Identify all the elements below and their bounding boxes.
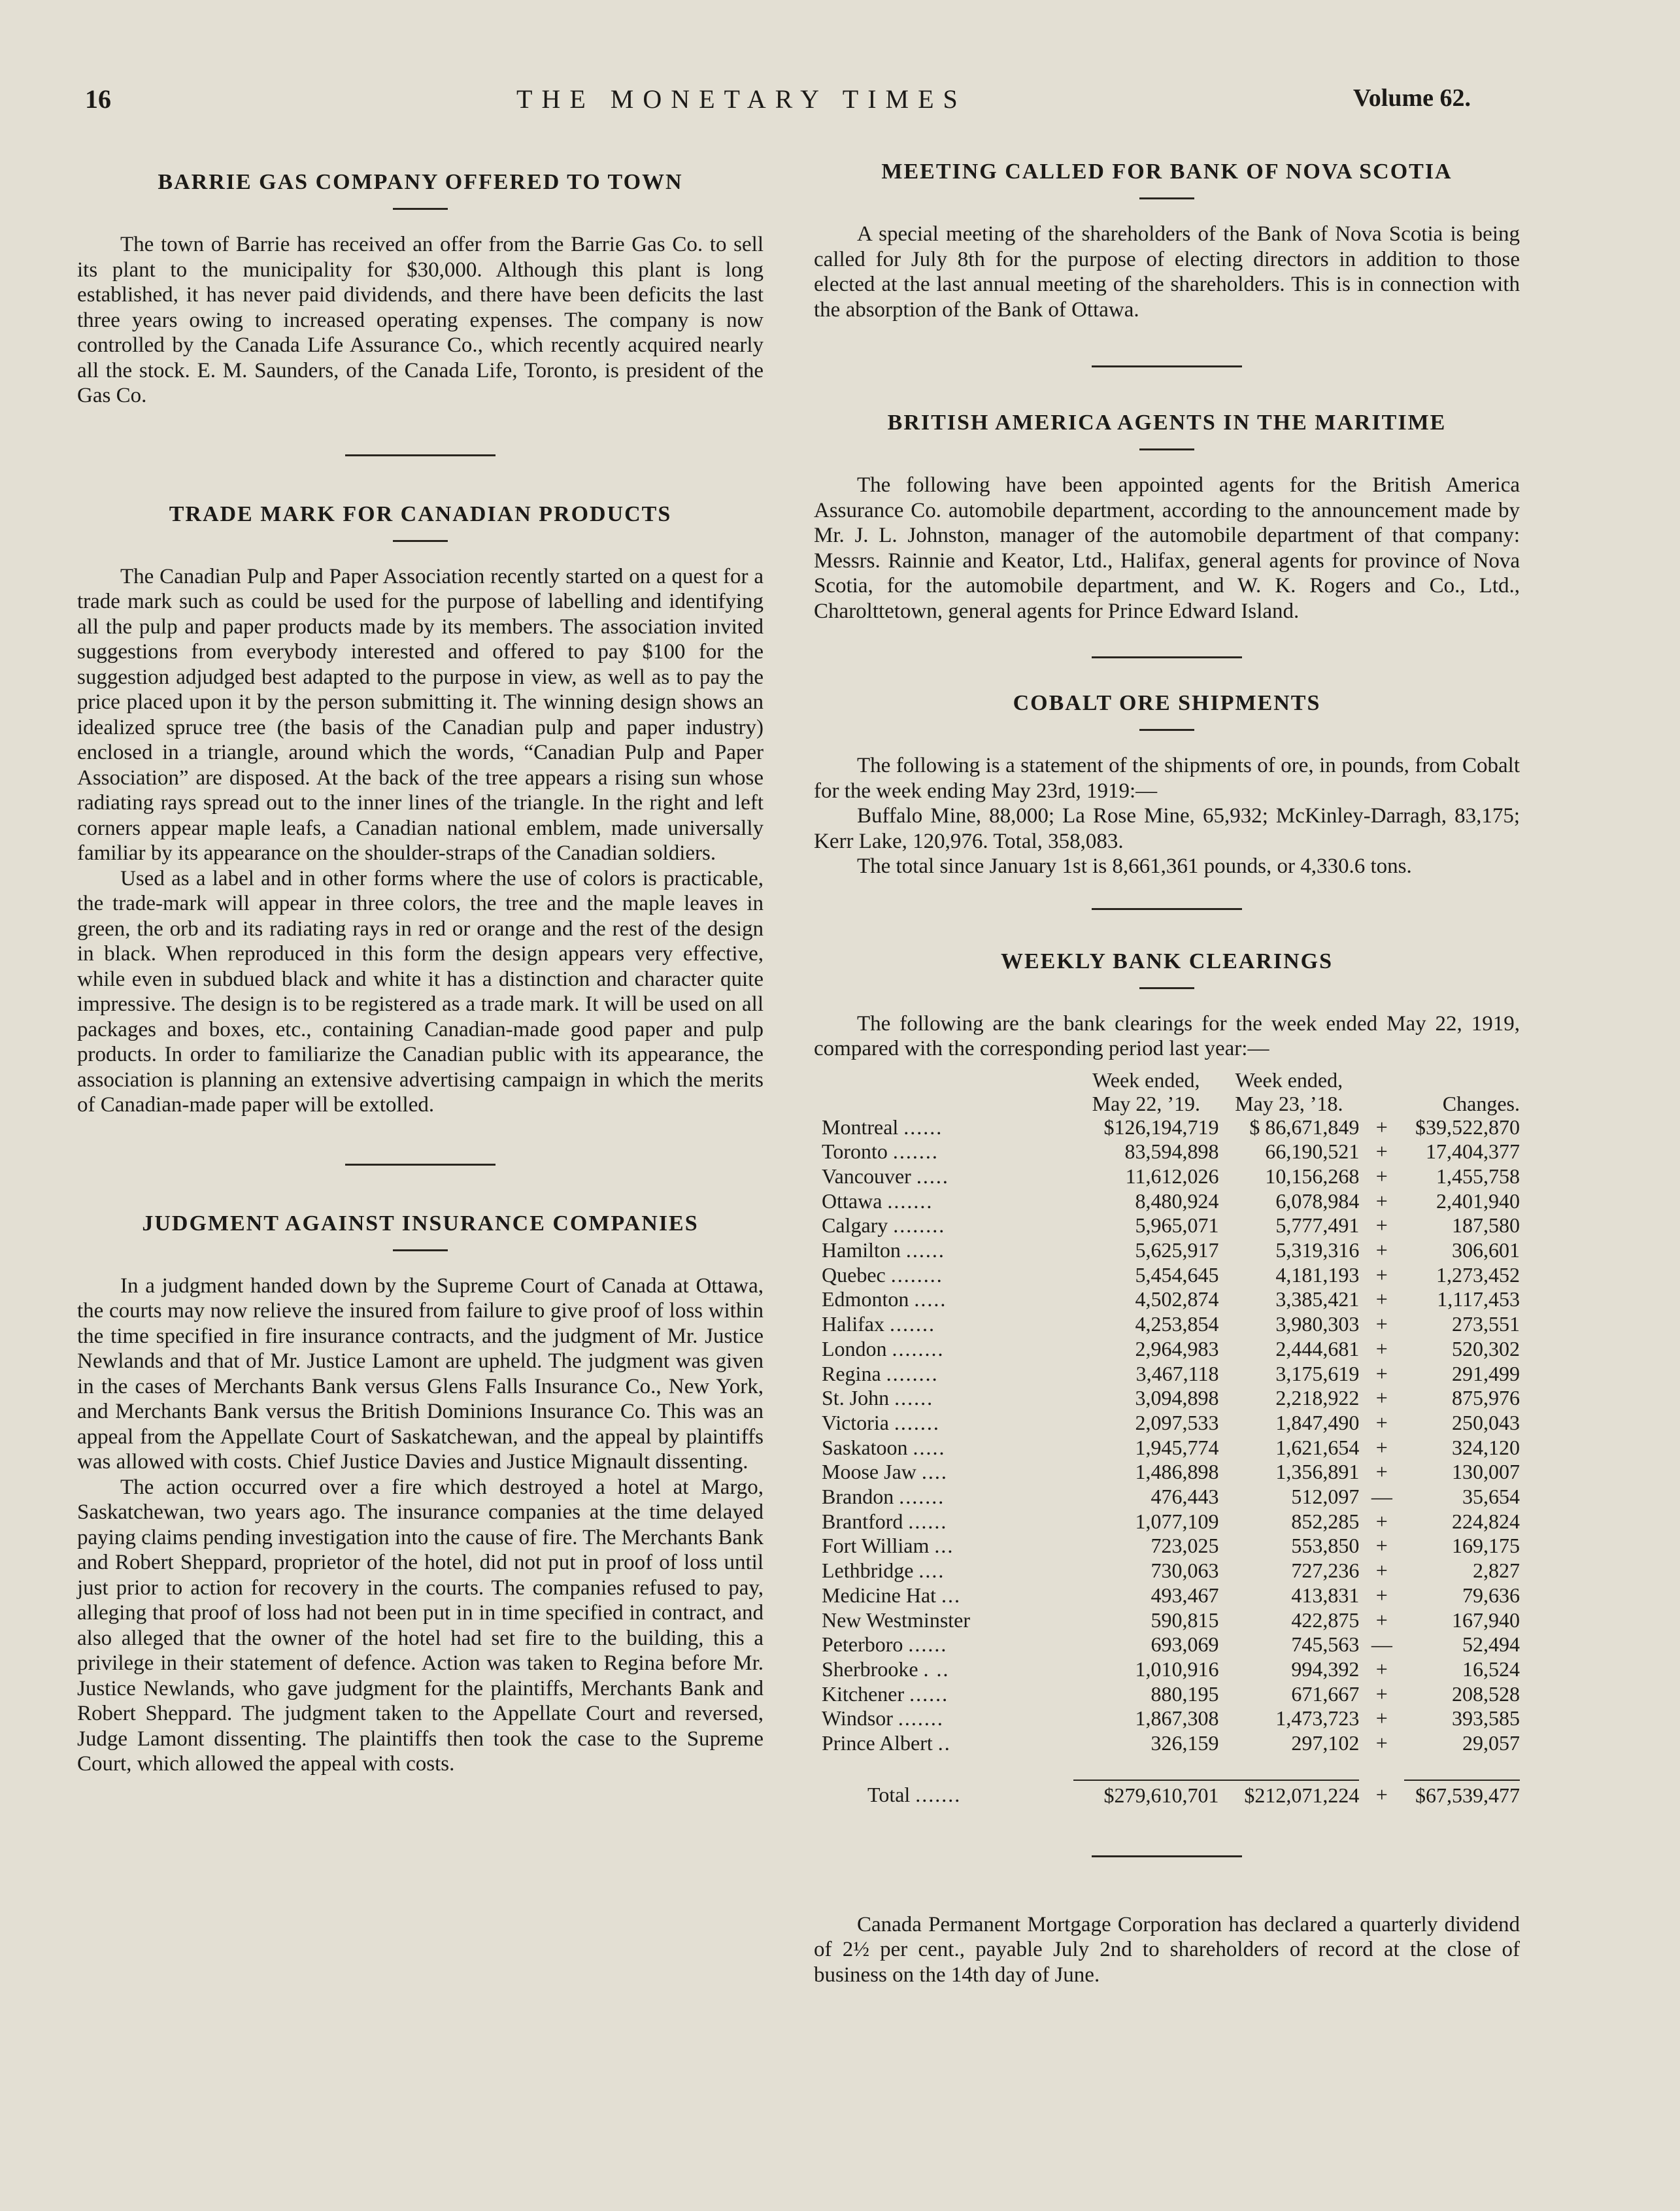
value-1919-cell: 730,063 (1151, 1559, 1219, 1583)
value-1919-cell: 723,025 (1151, 1534, 1219, 1558)
right-column (814, 157, 1520, 1987)
section-divider (1092, 1855, 1242, 1857)
article-title: WEEKLY BANK CLEARINGS (1000, 949, 1334, 973)
change-sign-cell: + (1375, 1657, 1388, 1681)
table-row (822, 1362, 1520, 1387)
change-sign-cell: + (1375, 1287, 1388, 1311)
value-1919-cell: 3,467,118 (1135, 1361, 1219, 1385)
change-value-cell: 324,120 (1452, 1435, 1520, 1459)
article-paragraph: Buffalo Mine, 88,000; La Rose Mine, 65,932; McKinley-Darragh, 83,175; Kerr Lake, 120,976. Total, 358,083. (814, 804, 1520, 853)
value-1919-cell: 2,964,983 (1135, 1336, 1219, 1360)
change-sign-cell: + (1375, 1164, 1388, 1188)
article-cobalt-shipments (814, 691, 1520, 879)
column-header: Week ended, May 23, ’18. (1235, 1068, 1343, 1115)
table-row (822, 1312, 1520, 1337)
value-1919-cell: 693,069 (1151, 1632, 1219, 1657)
table-row (822, 1682, 1520, 1707)
change-sign-cell: + (1375, 1189, 1388, 1213)
left-column (77, 157, 764, 1777)
section-divider (1092, 908, 1242, 910)
value-1918-cell: 6,078,984 (1275, 1189, 1360, 1213)
change-value-cell: 1,455,758 (1436, 1164, 1520, 1188)
title-rule (1139, 448, 1194, 450)
change-sign-cell: — (1371, 1485, 1392, 1509)
table-rule-row (822, 1756, 1520, 1780)
change-sign-cell: + (1375, 1139, 1388, 1164)
value-1918-cell: 2,218,922 (1275, 1386, 1360, 1410)
article-paragraph: The following are the bank clearings for the week ended May 22, 1919, compared with the corresponding period last year:— (814, 1011, 1520, 1060)
table-row (822, 1632, 1520, 1657)
city-cell: Moose Jaw .... (822, 1460, 948, 1484)
title-rule (393, 540, 448, 542)
value-1919-cell: 1,077,109 (1135, 1509, 1219, 1533)
city-cell: Medicine Hat ... (822, 1583, 962, 1607)
table-row (822, 1657, 1520, 1682)
table-row (822, 1534, 1520, 1559)
article-paragraph: Used as a label and in other forms where the use of colors is practicable, the trade-mark will appear in three colors, the tree and the maple leaves in green, the orb and its radiating rays in red or orange and the rest of the design in black. When reproduced in this form the design appears very effective, while even in subdued black and white it has a distinction and character quite impressive. The design is to be registered as a trade mark. It will be used on all packages and boxes, etc., containing Canadian-made good paper and pulp products. In order to familiarize the Canadian public with its appearance, the association is planning an extensive advertising campaign in which the merits of Canadian-made paper will be extolled. (77, 866, 764, 1117)
change-sign-cell: + (1375, 1706, 1388, 1730)
value-1918-cell: 852,285 (1291, 1509, 1360, 1533)
article-paragraph: In a judgment handed down by the Supreme Court of Canada at Ottawa, the courts may now relieve the insured from failure to give proof of loss within the time specified in fire insurance contracts, and the judgment of Mr. Justice Newlands and that of Mr. Justice Lamont are upheld. The judgment was given in the cases of Merchants Bank versus Glens Falls Insurance Co., New York, and Merchants Bank versus the British Dominions Insurance Co. This was an appeal from the Appellate Court of Saskatchewan, and the appeal by plaintiffs was allowed with costs. Chief Justice Davies and Justice Mignault dissenting. (77, 1274, 764, 1474)
change-sign-cell: + (1375, 1386, 1388, 1410)
table-row (822, 1731, 1520, 1756)
change-value-cell: 79,636 (1462, 1583, 1520, 1607)
value-1919-cell: 3,094,898 (1135, 1386, 1219, 1410)
article-paragraph: The action occurred over a fire which destroyed a hotel at Margo, Saskatchewan, two years ago. The insurance companies at the time delayed paying claims pending investigation into the cause of fire. The Merchants Bank and Robert Sheppard, proprietor of the hotel, did not put in proof of loss until just prior to action for recovery in the courts. The companies refused to pay, alleging that proof of loss had not been put in in time specified in contract, and also alleged that the owner of the hotel had set fire to the building, this a privilege in their statement of defence. Action was taken to Regina before Mr. Justice Newlands, who gave judgment for the plaintiffs, Merchants Bank and Robert Sheppard. The judgment taken to the Appellate Court and reversed, Judge Lamont dissenting. The plaintiffs then took the case to the Supreme Court, which allowed the appeal with costs. (77, 1475, 764, 1776)
change-sign-cell: + (1375, 1559, 1388, 1583)
title-rule (393, 208, 448, 210)
running-header (85, 84, 1471, 123)
article-paragraph: The following is a statement of the shipments of ore, in pounds, from Cobalt for the week ending May 23rd, 1919:— (814, 754, 1520, 803)
city-cell: Ottawa ....... (822, 1189, 933, 1213)
page-number: 16 (85, 84, 111, 114)
table-row (822, 1583, 1520, 1608)
change-value-cell: 1,117,453 (1437, 1287, 1520, 1311)
value-1919-cell: 326,159 (1151, 1731, 1219, 1755)
city-cell: Kitchener ...... (822, 1681, 949, 1706)
change-value-cell: 169,175 (1452, 1534, 1520, 1558)
article-judgment (77, 1211, 764, 1777)
change-sign-cell: + (1375, 1361, 1388, 1385)
value-1919-cell: 11,612,026 (1125, 1164, 1219, 1188)
change-sign-cell: + (1375, 1410, 1388, 1434)
change-value-cell: 167,940 (1452, 1608, 1520, 1632)
value-1918-cell: 66,190,521 (1265, 1139, 1360, 1164)
article-title: JUDGMENT AGAINST INSURANCE COMPANIES (142, 1211, 699, 1236)
city-cell: Quebec ........ (822, 1262, 943, 1287)
table-row (822, 1337, 1520, 1362)
column-header: Week ended, May 22, ’19. (1092, 1068, 1200, 1115)
value-1919-cell: 1,867,308 (1135, 1706, 1219, 1730)
change-value-cell: 306,601 (1452, 1238, 1520, 1262)
value-1918-cell: 3,385,421 (1275, 1287, 1360, 1311)
change-value-cell: 273,551 (1452, 1312, 1520, 1336)
section-divider (1092, 365, 1242, 367)
value-1919-cell: 5,625,917 (1135, 1238, 1219, 1262)
change-sign-cell: + (1375, 1460, 1388, 1484)
table-row (822, 1287, 1520, 1312)
city-cell: Windsor ....... (822, 1706, 944, 1730)
title-rule (1139, 729, 1194, 731)
value-1918-cell: 553,850 (1291, 1534, 1360, 1558)
city-cell: Regina ........ (822, 1361, 939, 1385)
change-sign-cell: + (1375, 1534, 1388, 1558)
value-1918-cell: 422,875 (1291, 1608, 1360, 1632)
change-value-cell: 208,528 (1452, 1681, 1520, 1706)
change-value-cell: 250,043 (1452, 1410, 1520, 1434)
value-1918-cell: 5,777,491 (1275, 1213, 1360, 1238)
table-row (822, 1238, 1520, 1263)
article-title: COBALT ORE SHIPMENTS (1013, 691, 1321, 715)
title-rule (1139, 197, 1194, 199)
volume-label: Volume 62. (1352, 84, 1471, 112)
article-paragraph: The following have been appointed agents for the British America Assurance Co. automobile department, according to the announcement made by Mr. J. L. Johnston, manager of the automobile department of that company: Messrs. Rainnie and Keator, Ltd., Halifax, general agents for province of Nova Scotia, for the automobile department, and W. K. Rogers and Co., Ltd., Charolttetown, general agents for Prince Edward Island. (814, 473, 1520, 623)
table-row (822, 1411, 1520, 1436)
change-value-cell: 875,976 (1452, 1386, 1520, 1410)
change-value-cell: 130,007 (1452, 1460, 1520, 1484)
table-row (822, 1189, 1520, 1214)
change-value-cell: 52,494 (1462, 1632, 1520, 1657)
value-1919-cell: 2,097,533 (1135, 1410, 1219, 1434)
value-1919-cell: $126,194,719 (1103, 1115, 1219, 1139)
city-cell: Toronto ....... (822, 1139, 939, 1164)
city-cell: St. John ...... (822, 1386, 934, 1410)
table-row (822, 1706, 1520, 1731)
change-sign-cell: + (1375, 1312, 1388, 1336)
title-rule (393, 1249, 448, 1251)
value-1919-cell: 4,253,854 (1135, 1312, 1219, 1336)
value-1919-cell: 1,010,916 (1135, 1657, 1219, 1681)
table-row (822, 1115, 1520, 1140)
city-cell: Vancouver ..... (822, 1164, 949, 1188)
city-cell: London ........ (822, 1336, 945, 1360)
city-cell: Sherbrooke . .. (822, 1657, 950, 1681)
city-cell: Lethbridge .... (822, 1559, 945, 1583)
article-weekly-bank-clearings (814, 949, 1520, 1810)
table-row (822, 1608, 1520, 1633)
table-row (822, 1485, 1520, 1510)
section-divider (345, 454, 496, 456)
article-paragraph: The total since January 1st is 8,661,361 pounds, or 4,330.6 tons. (857, 854, 1412, 878)
change-sign-cell: + (1375, 1583, 1388, 1607)
table-row (822, 1436, 1520, 1460)
table-row (822, 1139, 1520, 1164)
value-1918-cell: 1,473,723 (1275, 1706, 1360, 1730)
article-canada-permanent-dividend (814, 1912, 1520, 1988)
table-row (822, 1510, 1520, 1534)
value-1918-cell: 4,181,193 (1275, 1262, 1360, 1287)
article-nova-scotia-meeting (814, 160, 1520, 322)
city-cell: Fort William ... (822, 1534, 954, 1558)
change-value-cell: $39,522,870 (1415, 1115, 1520, 1139)
value-1918-cell: 727,236 (1291, 1559, 1360, 1583)
city-cell: Calgary ........ (822, 1213, 946, 1238)
table-row (822, 1559, 1520, 1583)
table-total-row: Total ....... $279,610,701 $212,071,224 + $67,539,477 (867, 1783, 1520, 1807)
value-1918-cell: 745,563 (1291, 1632, 1360, 1657)
change-sign-cell: + (1375, 1213, 1388, 1238)
change-sign-cell: + (1375, 1509, 1388, 1533)
change-value-cell: 2,401,940 (1436, 1189, 1520, 1213)
city-cell: Peterboro ...... (822, 1632, 948, 1657)
value-1918-cell: 5,319,316 (1275, 1238, 1360, 1262)
article-title: BRITISH AMERICA AGENTS IN THE MARITIME (887, 411, 1447, 435)
value-1918-cell: 1,356,891 (1275, 1460, 1360, 1484)
change-value-cell: 17,404,377 (1426, 1139, 1520, 1164)
publication-title: THE MONETARY TIMES (516, 84, 967, 114)
city-cell: Halifax ....... (822, 1312, 935, 1336)
change-value-cell: 1,273,452 (1436, 1262, 1520, 1287)
change-sign-cell: — (1371, 1632, 1392, 1657)
value-1919-cell: 476,443 (1151, 1485, 1219, 1509)
change-value-cell: 35,654 (1462, 1485, 1520, 1509)
value-1919-cell: 5,454,645 (1135, 1262, 1219, 1287)
value-1919-cell: 493,467 (1151, 1583, 1219, 1607)
change-value-cell: 224,824 (1452, 1509, 1520, 1533)
article-paragraph: Canada Permanent Mortgage Corporation has declared a quarterly dividend of 2½ per cent., payable July 2nd to shareholders of record at the close of business on the 14th day of June. (814, 1912, 1520, 1987)
value-1919-cell: 4,502,874 (1135, 1287, 1219, 1311)
article-barrie-gas (77, 170, 764, 409)
city-cell: Brandon ....... (822, 1485, 945, 1509)
change-sign-cell: + (1375, 1238, 1388, 1262)
change-sign-cell: + (1375, 1681, 1388, 1706)
clearings-table (822, 1068, 1520, 1810)
article-title: MEETING CALLED FOR BANK OF NOVA SCOTIA (881, 160, 1453, 184)
city-cell: Saskatoon ..... (822, 1435, 946, 1459)
value-1918-cell: 297,102 (1291, 1731, 1360, 1755)
value-1919-cell: 590,815 (1151, 1608, 1219, 1632)
value-1918-cell: 3,980,303 (1275, 1312, 1360, 1336)
article-paragraph: A special meeting of the shareholders of the Bank of Nova Scotia is being called for July 8th for the purpose of electing directors in addition to those elected at the last annual meeting of the shareholders. This is in connection with the absorption of the Bank of Ottawa. (814, 222, 1520, 322)
change-sign-cell: + (1375, 1262, 1388, 1287)
article-title: BARRIE GAS COMPANY OFFERED TO TOWN (158, 170, 683, 194)
change-value-cell: 291,499 (1452, 1361, 1520, 1385)
city-cell: Brantford ...... (822, 1509, 948, 1533)
value-1918-cell: 1,621,654 (1275, 1435, 1360, 1459)
title-rule (1139, 987, 1194, 989)
city-cell: Edmonton ..... (822, 1287, 947, 1311)
city-cell: Prince Albert .. (822, 1731, 951, 1755)
value-1919-cell: 880,195 (1151, 1681, 1219, 1706)
article-paragraph: The Canadian Pulp and Paper Association recently started on a quest for a trade mark such as could be used for the purpose of labelling and identifying all the pulp and paper products made by its members. The association invited suggestions from everybody interested and offered to pay $100 for the suggestion adjudged best adapted to the purpose in view, as well as to pay the price placed upon it by the person submitting it. The winning design shows an idealized spruce tree (the basis of the Canadian pulp and paper industry) enclosed in a triangle, around which the words, “Canadian Pulp and Paper Association” are disposed. At the back of the tree appears a rising sun whose radiating rays spread out to the inner lines of the triangle. In the right and left corners appear maple leafs, a Canadian national emblem, made universally familiar by its appearance on the shoulder-straps of the Canadian soldiers. (77, 564, 764, 865)
value-1918-cell: 512,097 (1291, 1485, 1360, 1509)
value-1918-cell: 1,847,490 (1275, 1410, 1360, 1434)
value-1918-cell: $ 86,671,849 (1249, 1115, 1360, 1139)
value-1919-cell: 83,594,898 (1124, 1139, 1219, 1164)
change-value-cell: 520,302 (1452, 1336, 1520, 1360)
value-1919-cell: 8,480,924 (1135, 1189, 1219, 1213)
value-1918-cell: 413,831 (1291, 1583, 1360, 1607)
change-value-cell: 187,580 (1452, 1213, 1520, 1238)
change-value-cell: 16,524 (1462, 1657, 1520, 1681)
change-sign-cell: + (1375, 1115, 1388, 1139)
table-row (822, 1386, 1520, 1411)
section-divider (1092, 656, 1242, 658)
table-row (822, 1263, 1520, 1288)
value-1918-cell: 3,175,619 (1275, 1361, 1360, 1385)
table-header-row (822, 1068, 1520, 1115)
table-row (822, 1213, 1520, 1238)
city-cell: Victoria ....... (822, 1410, 940, 1434)
value-1918-cell: 2,444,681 (1275, 1336, 1360, 1360)
value-1919-cell: 1,945,774 (1135, 1435, 1219, 1459)
change-value-cell: 29,057 (1462, 1731, 1520, 1755)
value-1918-cell: 994,392 (1291, 1657, 1360, 1681)
article-paragraph: The town of Barrie has received an offer from the Barrie Gas Co. to sell its plant to the municipality for $30,000. Although this plant is long established, it has never paid dividends, and there have been deficits the last three years owing to increased operating expenses. The company is now controlled by the Canada Life Assurance Co., which recently acquired nearly all the stock. E. M. Saunders, of the Canada Life, Toronto, is president of the Gas Co. (77, 233, 764, 407)
table-row (822, 1460, 1520, 1485)
value-1918-cell: 10,156,268 (1265, 1164, 1360, 1188)
change-sign-cell: + (1375, 1608, 1388, 1632)
change-value-cell: 393,585 (1452, 1706, 1520, 1730)
article-trade-mark (77, 502, 764, 1118)
table-row (822, 1164, 1520, 1189)
value-1919-cell: 5,965,071 (1135, 1213, 1219, 1238)
value-1918-cell: 671,667 (1291, 1681, 1360, 1706)
change-sign-cell: + (1375, 1336, 1388, 1360)
article-title: TRADE MARK FOR CANADIAN PRODUCTS (169, 501, 672, 526)
article-british-america-agents (814, 411, 1520, 624)
city-cell: New Westminster (822, 1608, 971, 1632)
change-value-cell: 2,827 (1473, 1559, 1520, 1583)
city-cell: Montreal ...... (822, 1115, 943, 1139)
value-1919-cell: 1,486,898 (1135, 1460, 1219, 1484)
column-header: Changes. (1442, 1091, 1520, 1115)
section-divider (345, 1164, 496, 1166)
change-sign-cell: + (1375, 1435, 1388, 1459)
change-sign-cell: + (1375, 1731, 1388, 1755)
city-cell: Hamilton ...... (822, 1238, 945, 1262)
